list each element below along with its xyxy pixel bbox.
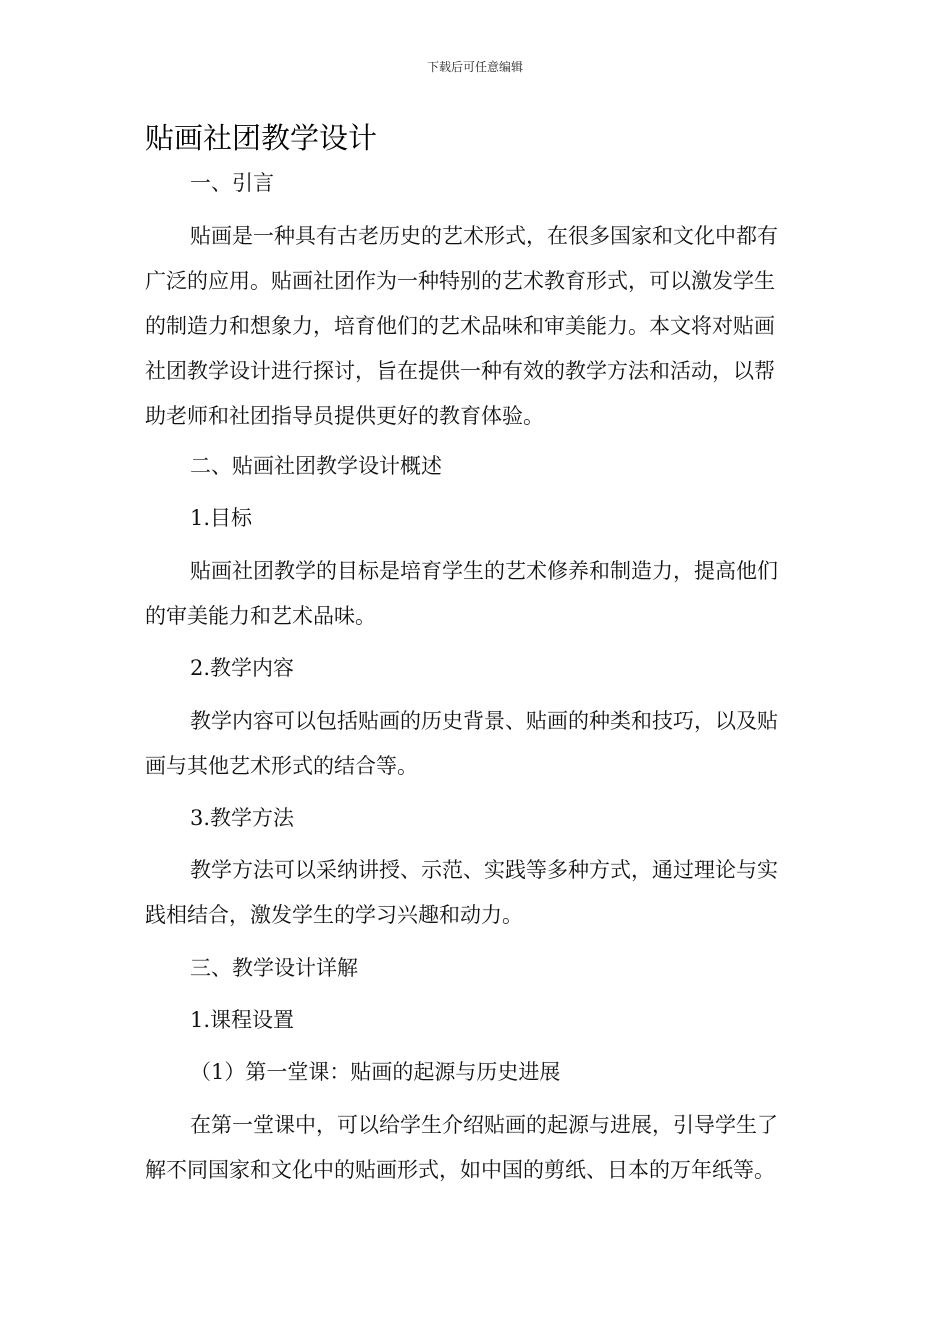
section-heading-detail: 三、教学设计详解: [190, 956, 358, 980]
subheading-content: 2.教学内容: [190, 656, 295, 680]
section-heading-intro: 一、引言: [190, 171, 274, 195]
subheading-method: 3.教学方法: [190, 806, 295, 830]
subheading-first-lesson: （1）第一堂课：贴画的起源与历史进展: [190, 1060, 561, 1084]
paragraph-content: 教学内容可以包括贴画的历史背景、贴画的种类和技巧，以及贴画与其他艺术形式的结合等。: [145, 709, 778, 778]
paragraph-goal: 贴画社团教学的目标是培育学生的艺术修养和制造力，提高他们的审美能力和艺术品味。: [145, 559, 778, 628]
paragraph-first-lesson: 在第一堂课中，可以给学生介绍贴画的起源与进展，引导学生了解不同国家和文化中的贴画形式，如中国的剪纸、日本的万年纸等。: [145, 1113, 778, 1182]
paragraph-method: 教学方法可以采纳讲授、示范、实践等多种方式，通过理论与实践相结合，激发学生的学习兴趣和动力。: [145, 858, 778, 927]
subheading-course-setup: 1.课程设置: [190, 1008, 295, 1032]
document-title: 贴画社团教学设计: [145, 121, 378, 155]
header-note: 下载后可任意编辑: [426, 60, 523, 74]
section-heading-overview: 二、贴画社团教学设计概述: [190, 454, 442, 478]
paragraph-intro: 贴画是一种具有古老历史的艺术形式，在很多国家和文化中都有广泛的应用。贴画社团作为一种特别的艺术教育形式，可以激发学生的制造力和想象力，培育他们的艺术品味和审美能力。本文将对贴画社团教学设计进行探讨，旨在提供一种有效的教学方法和活动，以帮助老师和社团指导员提供更好的教育体验。: [145, 224, 778, 428]
subheading-goal: 1.目标: [190, 506, 253, 530]
